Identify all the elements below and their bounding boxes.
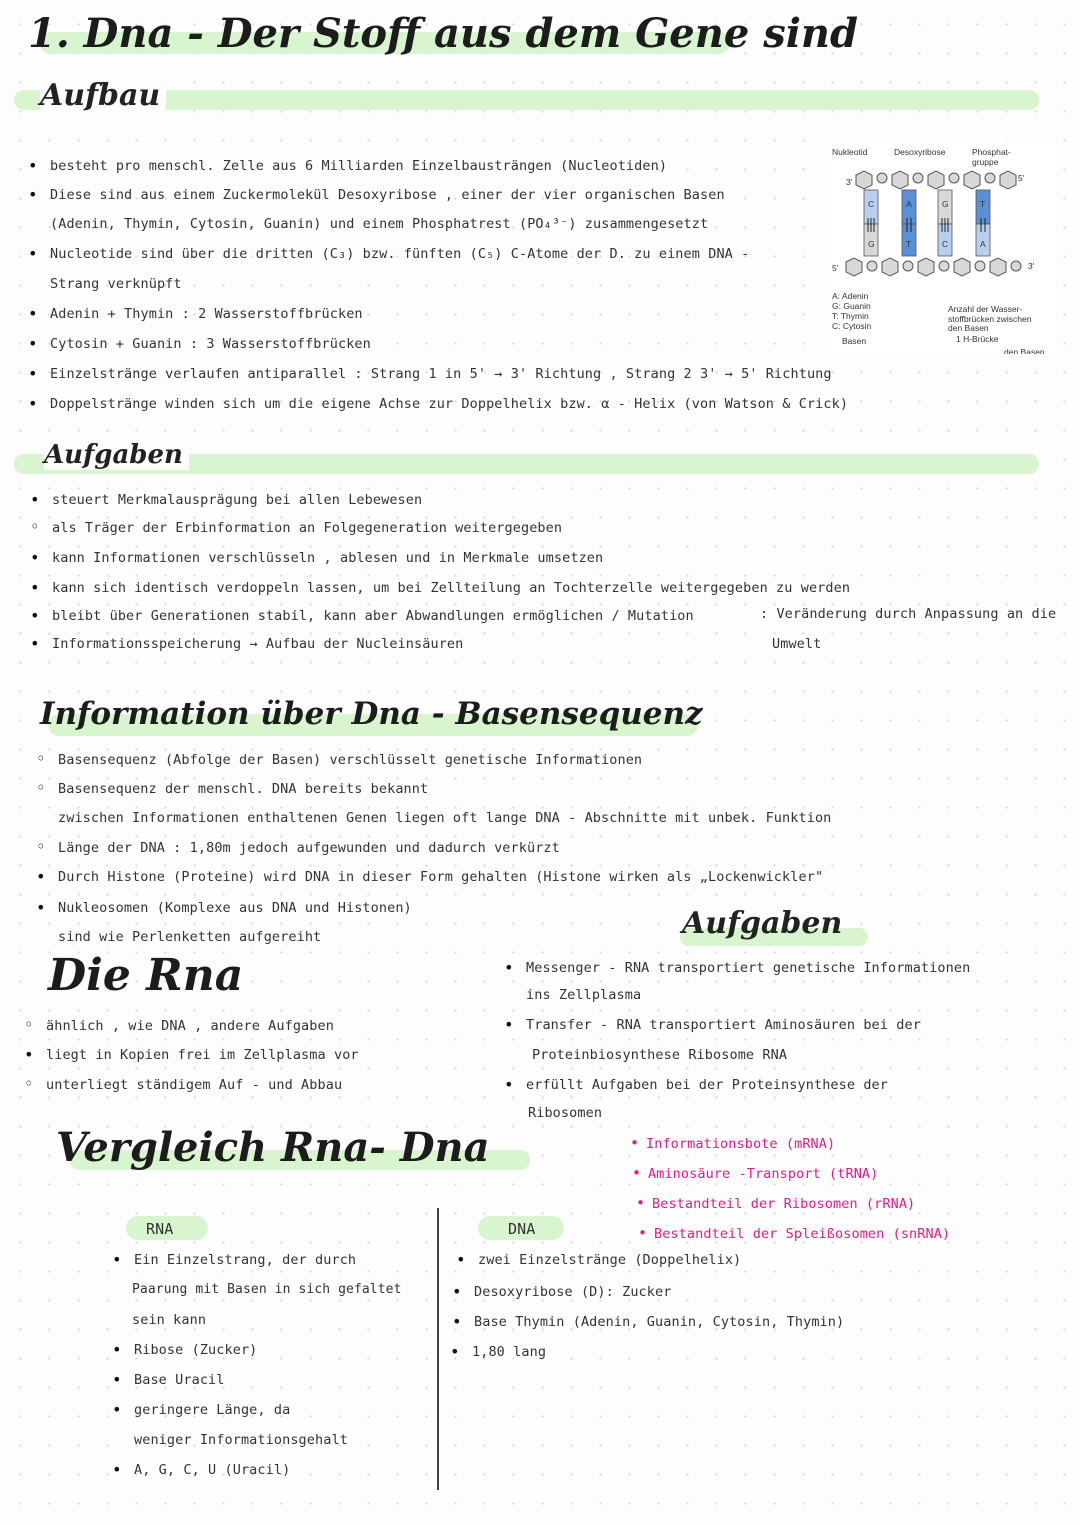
information-line: zwischen Informationen enthaltenen Genen liegen oft lange DNA - Abschnitte mit unbek. Funktion — [58, 810, 832, 826]
rna-compare-line: • Ein Einzelstrang, der durch — [134, 1252, 356, 1268]
figure-cut-label: den Basen — [1004, 348, 1045, 354]
rna-compare-line: • A, G, C, U (Uracil) — [134, 1462, 290, 1478]
aufgaben2-item: • Transfer - RNA transportiert Aminosäuren bei der — [526, 1017, 921, 1033]
information-line: ◦ Basensequenz (Abfolge der Basen) verschlüsselt genetische Informationen — [58, 752, 642, 768]
aufbau-line: • Doppelstränge winden sich um die eigene Achse zur Doppelhelix bzw. α - Helix (von Watson & Crick) — [50, 396, 848, 412]
end-5-bottom: 5' — [832, 263, 839, 273]
dna-column-label: DNA — [508, 1220, 536, 1238]
legend-item: C: Cytosin — [832, 321, 872, 331]
aufbau-line: • Diese sind aus einem Zuckermolekül Desoxyribose , einer der vier organischen Basen — [50, 187, 725, 203]
aufgaben1-line: • Informationsspeicherung → Aufbau der Nucleinsäuren — [52, 636, 463, 652]
basen-label: Basen — [842, 336, 867, 346]
aufbau-line: • Cytosin + Guanin : 3 Wasserstoffbrücken — [50, 336, 371, 352]
base-top: G — [942, 199, 949, 209]
rna-line: • liegt in Kopien frei im Zellplasma vor — [46, 1047, 359, 1063]
rna-compare-line: sein kann — [132, 1312, 207, 1328]
end-3-top: 3' — [846, 177, 853, 187]
aufgaben2-item-cont: ins Zellplasma — [526, 987, 642, 1003]
nukleotid-label: Nukleotid — [832, 147, 868, 157]
information-line: sind wie Perlenketten aufgereiht — [58, 929, 322, 945]
legend-item: A: Adenin — [832, 291, 869, 301]
aufgaben2-item-cont: Proteinbiosynthese Ribosome RNA — [532, 1047, 788, 1063]
rna-type-item: • Aminosäure -Transport (tRNA) — [648, 1166, 878, 1182]
aufgaben2-item: • erfüllt Aufgaben bei der Proteinsynthese der — [526, 1077, 888, 1093]
rna-compare-line: • geringere Länge, da — [134, 1402, 290, 1418]
rna-line: ◦ unterliegt ständigem Auf - und Abbau — [46, 1077, 342, 1093]
aufbau-line: (Adenin, Thymin, Cytosin, Guanin) und einem Phosphatrest (PO₄³⁻) zusammengesetzt — [50, 216, 709, 232]
mutation-note: : Veränderung durch Anpassung an die — [760, 606, 1057, 622]
rna-type-item: • Informationsbote (mRNA) — [646, 1136, 835, 1152]
base-top: A — [906, 199, 912, 209]
rna-compare-line: • Base Uracil — [134, 1372, 225, 1388]
dna-strand-figure — [826, 140, 1056, 355]
wasserstoff-label: Anzahl der Wasser- stoffbrücken zwischen den Basen — [948, 304, 1032, 333]
aufgaben1-heading: Aufgaben — [44, 440, 189, 470]
aufgaben1-line: • kann sich identisch verdoppeln lassen, um bei Zellteilung an Tochterzelle weitergegeben zu werden — [52, 580, 850, 596]
information-heading: Information über Dna - Basensequenz — [40, 696, 703, 732]
desoxyribose-label: Desoxyribose — [894, 147, 946, 157]
base-bottom: G — [868, 239, 875, 249]
aufbau-line: • Adenin + Thymin : 2 Wasserstoffbrücken — [50, 306, 363, 322]
h-bruecke-label: 1 H-Brücke — [956, 334, 999, 344]
aufgaben2-heading: Aufgaben — [682, 906, 843, 941]
dna-ladder-drawing — [826, 140, 1056, 290]
aufbau-highlight — [14, 90, 1039, 110]
rna-type-item: • Bestandteil der Spleißosomen (snRNA) — [654, 1226, 950, 1242]
base-bottom: T — [906, 239, 912, 249]
rna-heading: Die Rna — [48, 950, 244, 1001]
dna-compare-line: • 1,80 lang — [472, 1344, 546, 1360]
rna-compare-line: Paarung mit Basen in sich gefaltet — [132, 1282, 402, 1297]
end-3-bottom: 3' — [1028, 261, 1035, 271]
aufgaben1-line: • bleibt über Generationen stabil, kann aber Abwandlungen ermöglichen / Mutation — [52, 608, 694, 624]
page-title: 1. Dna - Der Stoff aus dem Gene sind — [28, 10, 858, 57]
rna-type-item: • Bestandteil der Ribosomen (rRNA) — [652, 1196, 915, 1212]
information-line: ◦ Basensequenz der menschl. DNA bereits bekannt — [58, 781, 428, 797]
information-line: • Durch Histone (Proteine) wird DNA in dieser Form gehalten (Histone wirken als „Lockenwickler" — [58, 869, 823, 885]
phosphatgruppe-label: Phosphat- gruppe — [972, 147, 1011, 167]
information-line: ◦ Länge der DNA : 1,80m jedoch aufgewunden und dadurch verkürzt — [58, 840, 560, 856]
aufgaben1-line: ◦ als Träger der Erbinformation an Folgegeneration weitergegeben — [52, 520, 562, 536]
aufbau-line: • Einzelstränge verlaufen antiparallel : Strang 1 in 5' → 3' Richtung , Strang 2 3' → 5' Richtung — [50, 366, 832, 382]
base-bottom: C — [942, 239, 949, 249]
aufgaben1-line: • steuert Merkmalausprägung bei allen Lebewesen — [52, 492, 422, 508]
end-5-top: 5' — [1018, 173, 1025, 183]
legend-item: G: Guanin — [832, 301, 871, 311]
aufbau-heading: Aufbau — [40, 78, 166, 113]
mutation-note-cont: Umwelt — [772, 636, 822, 652]
dna-compare-line: • Base Thymin (Adenin, Guanin, Cytosin, Thymin) — [474, 1314, 844, 1330]
base-top: T — [980, 199, 986, 209]
dna-compare-line: • zwei Einzelstränge (Doppelhelix) — [478, 1252, 741, 1268]
aufgaben2-item: • Messenger - RNA transportiert genetische Informationen — [526, 960, 970, 976]
aufbau-line: • besteht pro menschl. Zelle aus 6 Milliarden Einzelbausträngen (Nucleotiden) — [50, 158, 667, 174]
information-line: • Nukleosomen (Komplexe aus DNA und Histonen) — [58, 900, 412, 916]
rna-compare-line: weniger Informationsgehalt — [134, 1432, 348, 1448]
aufgaben2-item-cont: Ribosomen — [528, 1105, 603, 1121]
aufgaben1-line: • kann Informationen verschlüsseln , ablesen und in Merkmale umsetzen — [52, 550, 603, 566]
dna-compare-line: • Desoxyribose (D): Zucker — [474, 1284, 671, 1300]
aufbau-line: Strang verknüpft — [50, 276, 182, 292]
rna-line: ◦ ähnlich , wie DNA , andere Aufgaben — [46, 1018, 334, 1034]
rna-compare-line: • Ribose (Zucker) — [134, 1342, 257, 1358]
aufbau-line: • Nucleotide sind über die dritten (C₃) bzw. fünften (C₅) C-Atome der D. zu einem DNA - — [50, 246, 749, 262]
base-bottom: A — [980, 239, 986, 249]
rna-column-label: RNA — [146, 1220, 174, 1238]
comparison-divider — [437, 1208, 439, 1490]
base-top: C — [868, 199, 875, 209]
legend-item: T: Thymin — [832, 311, 869, 321]
vergleich-heading: Vergleich Rna- Dna — [56, 1124, 490, 1171]
